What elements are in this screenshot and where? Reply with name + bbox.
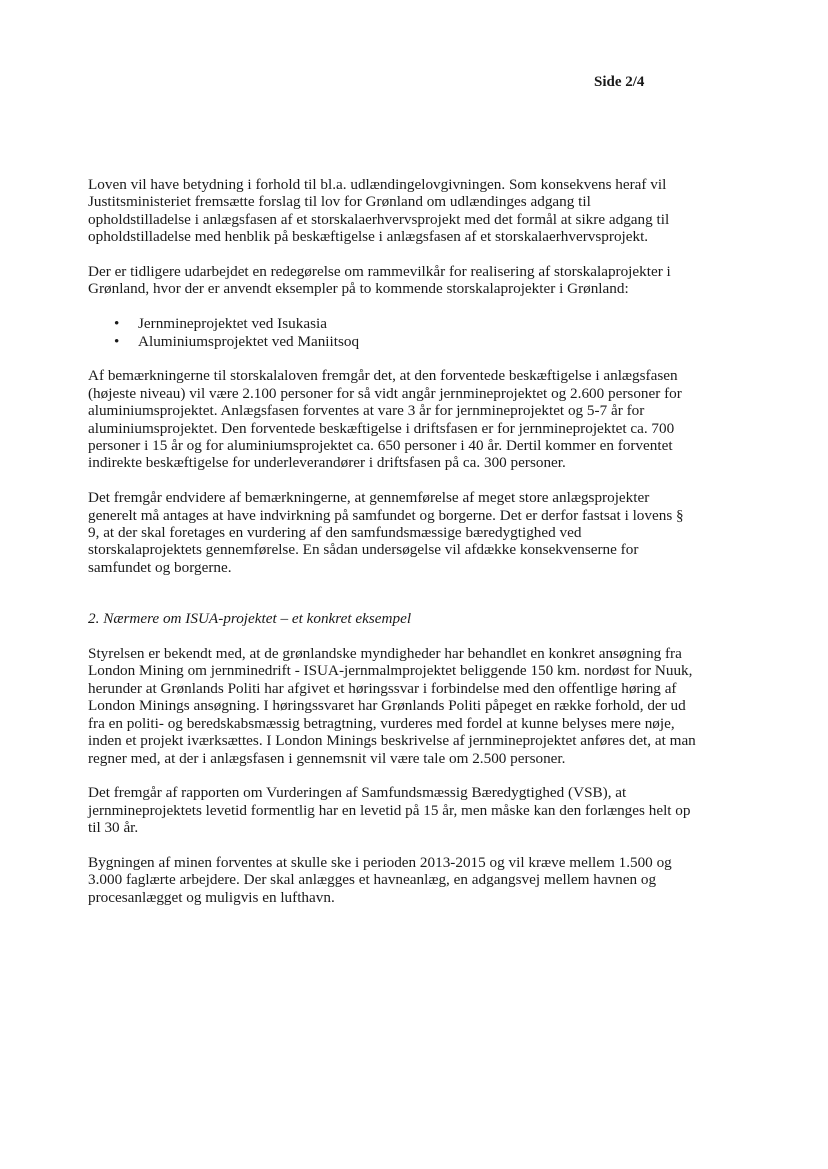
- document-body: [88, 176, 696, 924]
- paragraph-isua-application: Styrelsen er bekendt med, at de grønlandske myndigheder har behandlet en konkret ansøgning fra London Mining om jernminedrift - ISUA-jernmalmprojektet beliggende 150 km. nordøst for Nuuk, herunder at Grønlands Politi har afgivet et høringssvar i forbindelse med den offentlige høring af London Minings ansøgning. I høringssvaret har Grønlands Politi påpeget en række forhold, der ud fra en politi- og beredskabsmæssig betragtning, vurderes med fordel at kunne belyses mere nøje, inden et projekt iværksættes. I London Minings beskrivelse af jernmineprojektet anføres det, at man regner med, at der i anlægsfasen i gennemsnit vil være tale om 2.500 personer.: [88, 645, 696, 767]
- bullet-icon: •: [114, 315, 120, 333]
- section-heading: 2. Nærmere om ISUA-projektet – et konkret eksempel: [88, 610, 412, 628]
- bullet-icon: •: [114, 332, 120, 350]
- project-list: [88, 315, 696, 350]
- paragraph-legislation-impact: Loven vil have betydning i forhold til bl.a. udlændingelovgivningen. Som konsekvens heraf vil Justitsministeriet fremsætte forslag til lov for Grønland om udlændinges adgang til opholdstilladelse i anlægsfasen af et storskalaerhvervsprojekt med det formål at sikre adgang til opholdstilladelse med henblik på beskæftigelse i anlægsfasen af et storskalaerhvervsprojekt.: [88, 176, 670, 246]
- paragraph-employment-figures: Af bemærkningerne til storskalaloven fremgår det, at den forventede beskæftigelse i anlægsfasen (højeste niveau) vil være 2.100 personer for så vidt angår jernmineprojektet og 2.600 personer for aluminiumsprojektet. Anlægsfasen forventes at vare 3 år for jernmineprojektet og 5-7 år for aluminiumsprojektet. Den forventede beskæftigelse i driftsfasen er for jernmineprojektet ca. 700 personer i 15 år og for aluminiumsprojektet ca. 650 personer i 40 år. Dertil kommer en forventet indirekte beskæftigelse for underleverandører i driftsfasen på ca. 300 personer.: [88, 367, 682, 472]
- paragraph-sustainability-assessment: Det fremgår endvidere af bemærkningerne, at gennemførelse af meget store anlægsprojekter generelt må antages at have indvirkning på samfundet og borgerne. Det er derfor fastsat i lovens § 9, at der skal foretages en vurdering af den samfundsmæssige bæredygtighed ved storskalaprojektets gennemførelse. En sådan undersøgelse vil afdække konsekvenserne for samfundet og borgerne.: [88, 489, 684, 576]
- page-number: Side 2/4: [594, 74, 645, 90]
- list-item-text: Jernmineprojektet ved Isukasia: [138, 315, 327, 333]
- paragraph-framework-report: Der er tidligere udarbejdet en redegørelse om rammevilkår for realisering af storskalaprojekter i Grønland, hvor der er anvendt eksempler på to kommende storskalaprojekter i Grønland:: [88, 263, 671, 298]
- paragraph-mine-construction: Bygningen af minen forventes at skulle ske i perioden 2013-2015 og vil kræve mellem 1.500 og 3.000 faglærte arbejdere. Der skal anlægges et havneanlæg, en adgangsvej mellem havnen og procesanlægget og muligvis en lufthavn.: [88, 853, 672, 906]
- list-item: [114, 332, 696, 350]
- list-item: [114, 315, 696, 333]
- paragraph-vsb-report: Det fremgår af rapporten om Vurderingen af Samfundsmæssig Bæredygtighed (VSB), at jernmineprojektets levetid formentlig har en levetid på 15 år, men måske kan den forlænges helt op til 30 år.: [88, 784, 691, 837]
- list-item-text: Aluminiumsprojektet ved Maniitsoq: [138, 332, 360, 350]
